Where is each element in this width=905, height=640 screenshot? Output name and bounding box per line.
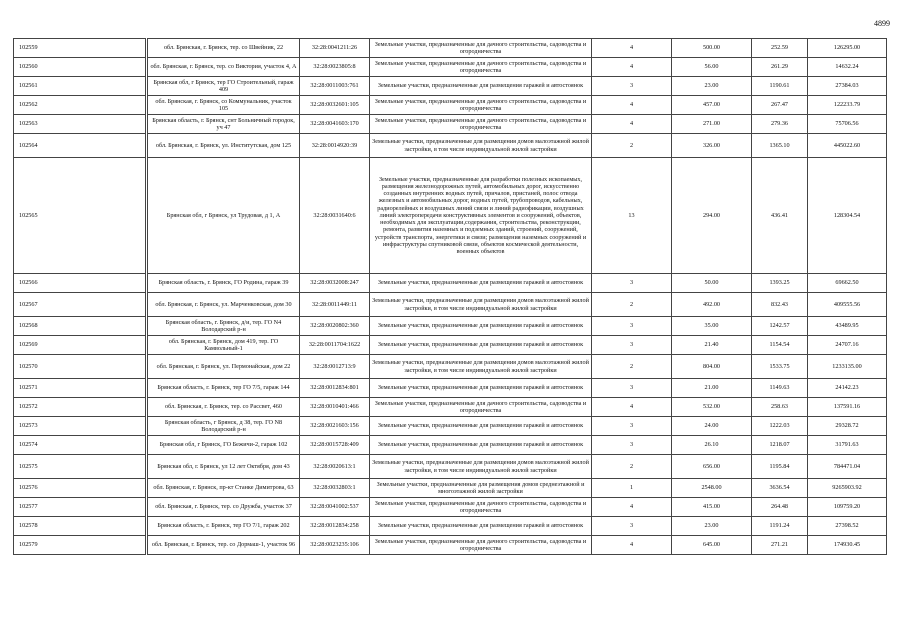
row-category: 3 [592, 274, 672, 293]
row-cadastral-number: 32:28:0014920:39 [300, 134, 370, 158]
row-specific-value: 436.41 [752, 158, 808, 274]
table-row [14, 417, 887, 436]
row-id: 102572 [14, 398, 146, 417]
row-address: обл. Брянская, г. Брянск, пр-кт Станке Димитрова, 63 [148, 479, 300, 498]
row-land-use: Земельные участки, предназначенные для размещения домов малоэтажной жилой застройки, в том числе индивидуальной жилой застройки [370, 455, 592, 479]
row-category: 2 [592, 355, 672, 379]
row-specific-value: 264.48 [752, 498, 808, 517]
row-specific-value: 1191.24 [752, 517, 808, 536]
row-id: 102568 [14, 317, 146, 336]
row-cadastral-value: 109759.20 [808, 498, 887, 517]
row-id: 102566 [14, 274, 146, 293]
row-address: обл. Брянская, г. Брянск, тер. со Дружба, участок 37 [148, 498, 300, 517]
row-cadastral-number: 32:28:0010401:466 [300, 398, 370, 417]
row-area: 21.40 [672, 336, 752, 355]
row-category: 2 [592, 134, 672, 158]
table-row [14, 479, 887, 498]
row-area: 804.00 [672, 355, 752, 379]
row-cadastral-number: 32:28:0032008:247 [300, 274, 370, 293]
row-cadastral-value: 137591.16 [808, 398, 887, 417]
row-cadastral-number: 32:28:0015728:409 [300, 436, 370, 455]
row-id: 102575 [14, 455, 146, 479]
table-row [14, 336, 887, 355]
row-area: 500.00 [672, 39, 752, 58]
table-row [14, 77, 887, 96]
row-category: 13 [592, 158, 672, 274]
row-area: 23.00 [672, 77, 752, 96]
row-land-use: Земельные участки, предназначенные для размещения домов среднеэтажной и многоэтажной жилой застройки [370, 479, 592, 498]
row-cadastral-number: 32:28:0023805:8 [300, 58, 370, 77]
row-category: 3 [592, 77, 672, 96]
row-address: Брянская область, г Брянск, д 38, тер. ГО N8 Володарский р-н [148, 417, 300, 436]
row-specific-value: 271.21 [752, 536, 808, 555]
row-area: 24.00 [672, 417, 752, 436]
row-cadastral-value: 27384.03 [808, 77, 887, 96]
table-row [14, 355, 887, 379]
row-id: 102567 [14, 293, 146, 317]
table-row [14, 274, 887, 293]
row-cadastral-number: 32:28:0011449:11 [300, 293, 370, 317]
row-cadastral-value: 409555.56 [808, 293, 887, 317]
row-cadastral-value: 14632.24 [808, 58, 887, 77]
row-address: обл. Брянская, г. Брянск, ул. Институтская, дом 125 [148, 134, 300, 158]
row-category: 3 [592, 317, 672, 336]
table-row [14, 436, 887, 455]
row-cadastral-number: 32:28:0012834:801 [300, 379, 370, 398]
row-area: 23.00 [672, 517, 752, 536]
row-area: 457.00 [672, 96, 752, 115]
row-category: 4 [592, 498, 672, 517]
row-id: 102574 [14, 436, 146, 455]
row-cadastral-number: 32:28:0020613:1 [300, 455, 370, 479]
row-land-use: Земельные участки, предназначенные для дачного строительства, садоводства и огородничества [370, 115, 592, 134]
row-id: 102561 [14, 77, 146, 96]
row-area: 415.00 [672, 498, 752, 517]
row-address: Брянская область, г. Брянск, д/и, тер. ГО N4 Володарский р-н [148, 317, 300, 336]
row-id: 102578 [14, 517, 146, 536]
row-id: 102559 [14, 39, 146, 58]
table-row [14, 293, 887, 317]
row-cadastral-value: 43489.95 [808, 317, 887, 336]
row-cadastral-number: 32:28:0023235:106 [300, 536, 370, 555]
row-category: 3 [592, 379, 672, 398]
cadastral-value-table [13, 38, 887, 555]
row-specific-value: 1195.84 [752, 455, 808, 479]
row-address: Брянская область, г. Брянск, тер ГО 7/1, гараж 202 [148, 517, 300, 536]
table-row [14, 498, 887, 517]
row-land-use: Земельные участки, предназначенные для дачного строительства, садоводства и огородничества [370, 498, 592, 517]
row-cadastral-number: 32:28:0012834:258 [300, 517, 370, 536]
row-category: 4 [592, 96, 672, 115]
row-cadastral-value: 174930.45 [808, 536, 887, 555]
row-category: 3 [592, 417, 672, 436]
row-category: 4 [592, 39, 672, 58]
row-id: 102569 [14, 336, 146, 355]
row-address: Брянская обл, г Брянск, ул Трудовая, д 1, А [148, 158, 300, 274]
row-land-use: Земельные участки, предназначенные для размещения гаражей и автостоянок [370, 274, 592, 293]
table-row [14, 58, 887, 77]
row-category: 3 [592, 336, 672, 355]
row-specific-value: 1154.54 [752, 336, 808, 355]
table-body [14, 39, 887, 555]
row-id: 102577 [14, 498, 146, 517]
row-cadastral-value: 75706.56 [808, 115, 887, 134]
row-cadastral-number: 32:28:0041211:26 [300, 39, 370, 58]
row-id: 102562 [14, 96, 146, 115]
row-cadastral-number: 32:28:0041002:537 [300, 498, 370, 517]
row-id: 102573 [14, 417, 146, 436]
table-row [14, 455, 887, 479]
row-cadastral-number: 32:28:0012713:9 [300, 355, 370, 379]
row-land-use: Земельные участки, предназначенные для размещения гаражей и автостоянок [370, 336, 592, 355]
row-cadastral-value: 9265903.92 [808, 479, 887, 498]
table-row [14, 536, 887, 555]
row-land-use: Земельные участки, предназначенные для размещения домов малоэтажной жилой застройки, в том числе индивидуальной жилой застройки [370, 293, 592, 317]
table-row [14, 317, 887, 336]
row-id: 102576 [14, 479, 146, 498]
row-area: 294.00 [672, 158, 752, 274]
row-area: 56.00 [672, 58, 752, 77]
row-specific-value: 1222.03 [752, 417, 808, 436]
row-id: 102571 [14, 379, 146, 398]
row-area: 50.00 [672, 274, 752, 293]
row-land-use: Земельные участки, предназначенные для размещения домов малоэтажной жилой застройки, в том числе индивидуальной жилой застройки [370, 355, 592, 379]
row-land-use: Земельные участки, предназначенные для размещения гаражей и автостоянок [370, 436, 592, 455]
row-address: Брянская обл, г Брянск, ГО Бежичи-2, гараж 102 [148, 436, 300, 455]
row-cadastral-value: 27398.52 [808, 517, 887, 536]
row-category: 4 [592, 115, 672, 134]
row-address: обл. Брянская, г. Брянск, тер. со Дормаш-1, участок 96 [148, 536, 300, 555]
row-cadastral-value: 29328.72 [808, 417, 887, 436]
row-area: 645.00 [672, 536, 752, 555]
row-category: 2 [592, 293, 672, 317]
row-category: 4 [592, 536, 672, 555]
row-area: 656.00 [672, 455, 752, 479]
row-cadastral-value: 1233135.00 [808, 355, 887, 379]
page-number: 4899 [874, 19, 890, 28]
row-id: 102570 [14, 355, 146, 379]
row-area: 2548.00 [672, 479, 752, 498]
row-specific-value: 258.63 [752, 398, 808, 417]
row-address: обл. Брянская, г. Брянск, тер. со Швейник, 22 [148, 39, 300, 58]
row-id: 102560 [14, 58, 146, 77]
row-land-use: Земельные участки, предназначенные для размещения гаражей и автостоянок [370, 317, 592, 336]
row-address: Брянская обл, г Брянск, тер ГО Строительный, гараж 409 [148, 77, 300, 96]
row-cadastral-value: 69662.50 [808, 274, 887, 293]
table-row [14, 39, 887, 58]
table-row [14, 115, 887, 134]
table-row [14, 517, 887, 536]
row-land-use: Земельные участки, предназначенные для размещения гаражей и автостоянок [370, 379, 592, 398]
row-cadastral-value: 784471.04 [808, 455, 887, 479]
row-cadastral-number: 32:28:0041603:170 [300, 115, 370, 134]
row-specific-value: 252.59 [752, 39, 808, 58]
row-address: Брянская область, г. Брянск, снт Больничный городок, уч 47 [148, 115, 300, 134]
row-address: обл. Брянская, г. Брянск, тер. со Виктория, участок 4, А [148, 58, 300, 77]
row-land-use: Земельные участки, предназначенные для дачного строительства, садоводства и огородничества [370, 39, 592, 58]
row-address: обл. Брянская, г. Брянск, ул. Марченковская, дом 30 [148, 293, 300, 317]
row-cadastral-number: 32:28:0032601:105 [300, 96, 370, 115]
row-area: 271.00 [672, 115, 752, 134]
row-address: обл. Брянская, г. Брянск, дом 419, тер. ГО Камвольный-1 [148, 336, 300, 355]
row-land-use: Земельные участки, предназначенные для размещения гаражей и автостоянок [370, 517, 592, 536]
row-specific-value: 1149.63 [752, 379, 808, 398]
row-specific-value: 832.43 [752, 293, 808, 317]
row-category: 2 [592, 455, 672, 479]
row-specific-value: 3636.54 [752, 479, 808, 498]
row-area: 532.00 [672, 398, 752, 417]
row-id: 102563 [14, 115, 146, 134]
row-land-use: Земельные участки, предназначенные для размещения гаражей и автостоянок [370, 417, 592, 436]
row-cadastral-value: 122233.79 [808, 96, 887, 115]
table-row [14, 158, 887, 274]
row-cadastral-number: 32:28:0020802:360 [300, 317, 370, 336]
row-area: 26.10 [672, 436, 752, 455]
table-row [14, 379, 887, 398]
row-address: обл. Брянская, г. Брянск, тер. со Рассвет, 460 [148, 398, 300, 417]
row-land-use: Земельные участки, предназначенные для дачного строительства, садоводства и огородничества [370, 58, 592, 77]
row-cadastral-value: 445022.60 [808, 134, 887, 158]
row-area: 35.00 [672, 317, 752, 336]
row-address: Брянская область, г. Брянск, ГО Родина, гараж 39 [148, 274, 300, 293]
row-land-use: Земельные участки, предназначенные для дачного строительства, садоводства и огородничества [370, 398, 592, 417]
row-land-use: Земельные участки, предназначенные для дачного строительства, садоводства и огородничества [370, 536, 592, 555]
row-address: Брянская область, г. Брянск, тер ГО 7/5, гараж 144 [148, 379, 300, 398]
row-land-use: Земельные участки, предназначенные для размещения гаражей и автостоянок [370, 77, 592, 96]
row-category: 3 [592, 517, 672, 536]
row-specific-value: 1393.25 [752, 274, 808, 293]
row-address: обл. Брянская, г. Брянск, ул. Пермонайская, дом 22 [148, 355, 300, 379]
row-specific-value: 261.29 [752, 58, 808, 77]
table-row [14, 134, 887, 158]
table-row [14, 96, 887, 115]
row-id: 102565 [14, 158, 146, 274]
row-cadastral-number: 32:28:0011704:1622 [300, 336, 370, 355]
row-land-use: Земельные участки, предназначенные для дачного строительства, садоводства и огородничества [370, 96, 592, 115]
row-cadastral-value: 24142.23 [808, 379, 887, 398]
row-id: 102579 [14, 536, 146, 555]
row-cadastral-number: 32:28:0031640:6 [300, 158, 370, 274]
row-cadastral-number: 32:28:0021603:156 [300, 417, 370, 436]
row-category: 4 [592, 58, 672, 77]
row-specific-value: 267.47 [752, 96, 808, 115]
row-category: 4 [592, 398, 672, 417]
row-land-use: Земельные участки, предназначенные для разработки полезных ископаемых, размещения железнодорожных путей, автомобильных дорог, искусственно созданных внутренних водных путей, причалов, пристаней, полос отвода железных и автомобильных дорог, водных путей, трубопроводов, кабельных, радиорелейных и воздушных линий связи и линий радиофикации, воздушных линий электропередачи конструктивных элементов и сооружений, объектов, необходимых для эксплуатации,содержания, строительства, реконструкции, ремонта, развития наземных и подземных зданий, строений, сооружений, устройств транспорта, энергетики и связи; размещения наземных сооружений и инфраструктуры спутниковой связи, объектов космической деятельности, военных объектов [370, 158, 592, 274]
table-row [14, 398, 887, 417]
row-specific-value: 1365.10 [752, 134, 808, 158]
row-area: 326.00 [672, 134, 752, 158]
row-specific-value: 1190.61 [752, 77, 808, 96]
row-area: 492.00 [672, 293, 752, 317]
row-area: 21.00 [672, 379, 752, 398]
row-land-use: Земельные участки, предназначенные для размещения домов малоэтажной жилой застройки, в том числе индивидуальной жилой застройки [370, 134, 592, 158]
row-cadastral-value: 24707.16 [808, 336, 887, 355]
row-category: 3 [592, 436, 672, 455]
row-category: 1 [592, 479, 672, 498]
row-specific-value: 279.36 [752, 115, 808, 134]
row-cadastral-number: 32:28:0032803:1 [300, 479, 370, 498]
row-cadastral-value: 128304.54 [808, 158, 887, 274]
row-specific-value: 1242.57 [752, 317, 808, 336]
row-address: Брянская обл, г. Брянск, ул 12 лет Октября, дом 43 [148, 455, 300, 479]
row-cadastral-number: 32:28:0011003:761 [300, 77, 370, 96]
row-cadastral-value: 126295.00 [808, 39, 887, 58]
row-specific-value: 1533.75 [752, 355, 808, 379]
row-specific-value: 1218.07 [752, 436, 808, 455]
row-address: обл. Брянская, г. Брянск, со Коммунальник, участок 105 [148, 96, 300, 115]
row-cadastral-value: 31791.63 [808, 436, 887, 455]
row-id: 102564 [14, 134, 146, 158]
